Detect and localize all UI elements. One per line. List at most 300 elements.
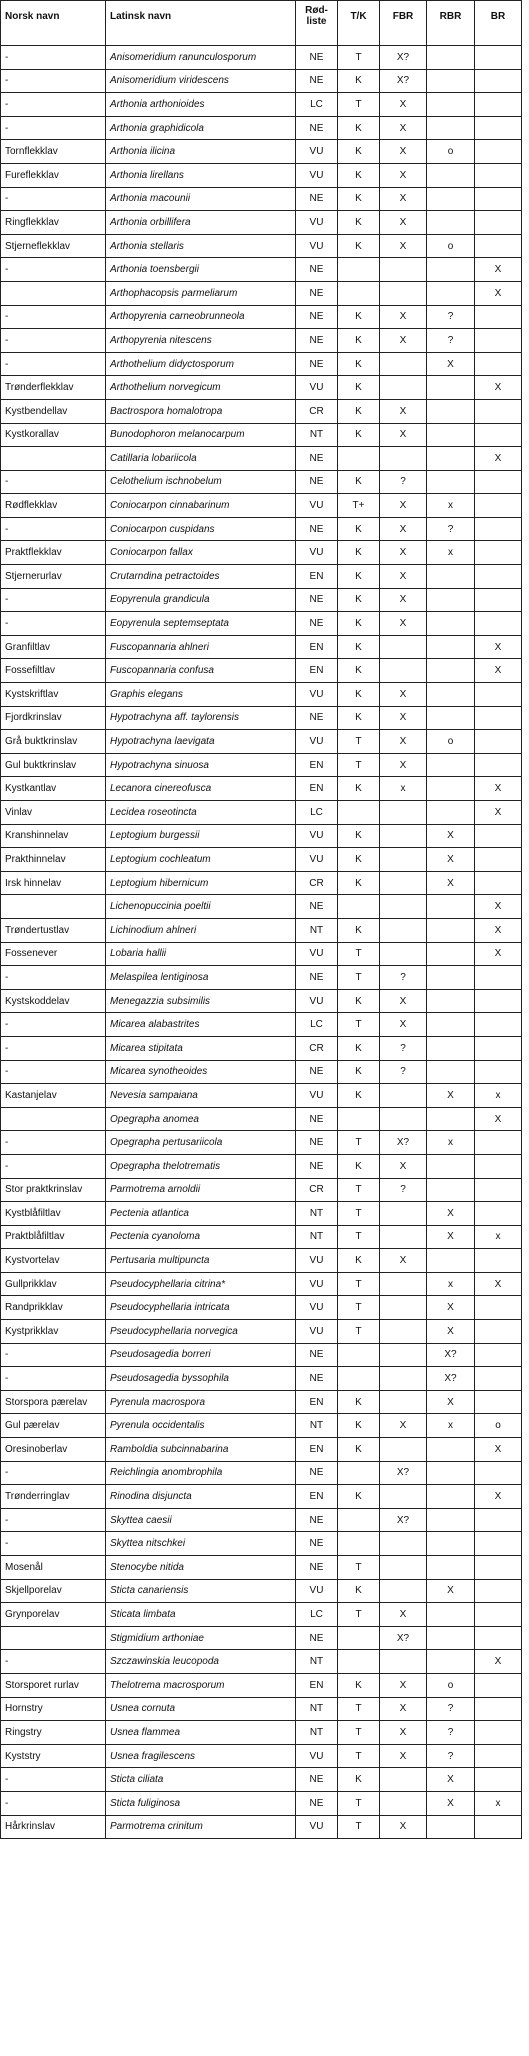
br-cell [475,565,522,589]
rodliste-cell: VU [296,1296,338,1320]
fbr-cell [380,942,427,966]
rodliste-cell: VU [296,1815,338,1839]
table-row [1,753,522,777]
latinsk-navn-cell: Pertusaria multipuncta [106,1249,296,1273]
latinsk-navn-cell: Lichenopuccinia poeltii [106,895,296,919]
rodliste-cell: VU [296,1272,338,1296]
br-cell [475,69,522,93]
tk-cell [338,1532,380,1556]
br-cell [475,1461,522,1485]
rbr-cell [427,281,475,305]
br-cell [475,730,522,754]
latinsk-navn-cell: Pectenia atlantica [106,1202,296,1226]
tk-cell: T [338,1272,380,1296]
table-row [1,683,522,707]
latinsk-navn-cell: Arthonia ilicina [106,140,296,164]
tk-cell [338,281,380,305]
latinsk-navn-cell: Crutarndina petractoides [106,565,296,589]
rbr-cell [427,1650,475,1674]
br-cell: X [475,376,522,400]
table-row [1,234,522,258]
fbr-cell [380,376,427,400]
fbr-cell: X [380,1154,427,1178]
rodliste-cell: NE [296,329,338,353]
rbr-cell: X [427,1202,475,1226]
norsk-navn-cell: - [1,69,106,93]
fbr-cell: X [380,565,427,589]
rodliste-cell: NE [296,1367,338,1391]
br-cell: X [475,942,522,966]
rodliste-cell: EN [296,635,338,659]
tk-cell [338,895,380,919]
norsk-navn-cell: Gullprikklav [1,1272,106,1296]
fbr-cell [380,1202,427,1226]
fbr-cell [380,1438,427,1462]
fbr-cell [380,1272,427,1296]
tk-cell: K [338,1673,380,1697]
tk-cell: T [338,1225,380,1249]
br-cell: X [475,777,522,801]
tk-cell: K [338,423,380,447]
table-row [1,1225,522,1249]
rodliste-cell: NE [296,1107,338,1131]
latinsk-navn-cell: Arthonia stellaris [106,234,296,258]
tk-cell: K [338,399,380,423]
br-cell [475,1556,522,1580]
rbr-cell [427,46,475,70]
norsk-navn-cell: Kystprikklav [1,1320,106,1344]
tk-cell: K [338,470,380,494]
latinsk-navn-cell: Arthonia arthonioides [106,93,296,117]
latinsk-navn-cell: Eopyrenula septemseptata [106,612,296,636]
tk-cell [338,801,380,825]
tk-cell: K [338,848,380,872]
table-row [1,1131,522,1155]
rbr-cell: o [427,140,475,164]
tk-cell: T [338,1202,380,1226]
latinsk-navn-cell: Pyrenula macrospora [106,1390,296,1414]
norsk-navn-cell: - [1,1768,106,1792]
fbr-cell: X [380,541,427,565]
table-row [1,258,522,282]
br-cell [475,1508,522,1532]
table-row [1,1107,522,1131]
rodliste-cell: VU [296,989,338,1013]
norsk-navn-cell: Kystskriftlav [1,683,106,707]
fbr-cell: X [380,683,427,707]
br-cell [475,423,522,447]
rodliste-cell: CR [296,1178,338,1202]
table-row [1,1508,522,1532]
rodliste-cell: VU [296,234,338,258]
br-cell: X [475,258,522,282]
table-row [1,871,522,895]
br-cell: x [475,1084,522,1108]
norsk-navn-cell: Stjerneflekklav [1,234,106,258]
fbr-cell: X [380,163,427,187]
rbr-cell [427,1107,475,1131]
rbr-cell [427,1815,475,1839]
tk-cell: K [338,1485,380,1509]
fbr-cell: X [380,588,427,612]
rbr-cell [427,588,475,612]
rodliste-cell: NT [296,1697,338,1721]
latinsk-navn-cell: Parmotrema crinitum [106,1815,296,1839]
fbr-cell [380,1390,427,1414]
table-row [1,1626,522,1650]
latinsk-navn-cell: Pseudocyphellaria norvegica [106,1320,296,1344]
latinsk-navn-cell: Stigmidium arthoniae [106,1626,296,1650]
table-row [1,824,522,848]
table-row [1,1367,522,1391]
norsk-navn-cell: - [1,305,106,329]
br-cell [475,1178,522,1202]
table-row [1,1815,522,1839]
tk-cell: T [338,1697,380,1721]
rbr-cell [427,1603,475,1627]
tk-cell: K [338,635,380,659]
br-cell [475,871,522,895]
rbr-cell [427,942,475,966]
rbr-cell [427,966,475,990]
tk-cell [338,1343,380,1367]
norsk-navn-cell: - [1,352,106,376]
norsk-navn-cell: - [1,258,106,282]
br-cell [475,706,522,730]
tk-cell: T [338,1556,380,1580]
table-row [1,565,522,589]
rodliste-cell: EN [296,1673,338,1697]
latinsk-navn-cell: Opegrapha pertusariicola [106,1131,296,1155]
br-cell [475,329,522,353]
norsk-navn-cell [1,895,106,919]
br-cell [475,163,522,187]
fbr-cell: X [380,211,427,235]
rbr-cell: ? [427,1721,475,1745]
rbr-cell [427,895,475,919]
fbr-cell: X [380,1721,427,1745]
latinsk-navn-cell: Lobaria hallii [106,942,296,966]
tk-cell: K [338,1579,380,1603]
header-tk: T/K [338,1,380,46]
table-row [1,1603,522,1627]
latinsk-navn-cell: Stenocybe nitida [106,1556,296,1580]
table-row [1,541,522,565]
norsk-navn-cell: Kystvortelav [1,1249,106,1273]
br-cell [475,1744,522,1768]
rbr-cell [427,565,475,589]
rbr-cell: o [427,730,475,754]
latinsk-navn-cell: Micarea alabastrites [106,1013,296,1037]
rodliste-cell: CR [296,399,338,423]
tk-cell: K [338,352,380,376]
norsk-navn-cell: Fossefiltlav [1,659,106,683]
fbr-cell: X [380,1249,427,1273]
latinsk-navn-cell: Arthothelium didyctosporum [106,352,296,376]
latinsk-navn-cell: Usnea cornuta [106,1697,296,1721]
br-cell [475,1579,522,1603]
header-norsk-navn: Norsk navn [1,1,106,46]
rodliste-cell: NE [296,1508,338,1532]
fbr-cell [380,1556,427,1580]
norsk-navn-cell: Fjordkrinslav [1,706,106,730]
latinsk-navn-cell: Rinodina disjuncta [106,1485,296,1509]
table-row [1,399,522,423]
rodliste-cell: NE [296,69,338,93]
tk-cell: K [338,1084,380,1108]
table-row [1,1390,522,1414]
rodliste-cell: NT [296,918,338,942]
norsk-navn-cell: Irsk hinnelav [1,871,106,895]
tk-cell [338,1367,380,1391]
rodliste-cell: NE [296,1461,338,1485]
rbr-cell [427,116,475,140]
norsk-navn-cell: Storsporet rurlav [1,1673,106,1697]
tk-cell: K [338,69,380,93]
tk-cell: K [338,824,380,848]
fbr-cell [380,871,427,895]
tk-cell: K [338,588,380,612]
fbr-cell: ? [380,470,427,494]
norsk-navn-cell: Kystbendellav [1,399,106,423]
rbr-cell [427,659,475,683]
rbr-cell: x [427,494,475,518]
rbr-cell: X [427,1390,475,1414]
table-row [1,1343,522,1367]
br-cell [475,116,522,140]
rbr-cell [427,777,475,801]
fbr-cell: ? [380,1178,427,1202]
latinsk-navn-cell: Lecanora cinereofusca [106,777,296,801]
table-row [1,1414,522,1438]
latinsk-navn-cell: Pseudosagedia borreri [106,1343,296,1367]
rodliste-cell: NT [296,1650,338,1674]
br-cell: X [475,1485,522,1509]
norsk-navn-cell: Trønderringlav [1,1485,106,1509]
tk-cell: K [338,234,380,258]
latinsk-navn-cell: Fuscopannaria ahlneri [106,635,296,659]
fbr-cell: X [380,517,427,541]
table-row [1,1768,522,1792]
br-cell [475,1249,522,1273]
table-row [1,376,522,400]
norsk-navn-cell: Gul pærelav [1,1414,106,1438]
norsk-navn-cell: Gul buktkrinslav [1,753,106,777]
rbr-cell: X [427,824,475,848]
rbr-cell [427,612,475,636]
norsk-navn-cell: - [1,187,106,211]
rbr-cell [427,1249,475,1273]
rbr-cell [427,163,475,187]
rodliste-cell: NE [296,258,338,282]
norsk-navn-cell [1,447,106,471]
table-row [1,163,522,187]
latinsk-navn-cell: Arthothelium norvegicum [106,376,296,400]
tk-cell [338,1650,380,1674]
rodliste-cell: VU [296,1249,338,1273]
tk-cell: K [338,659,380,683]
norsk-navn-cell: Trønderflekklav [1,376,106,400]
fbr-cell [380,1650,427,1674]
norsk-navn-cell: - [1,329,106,353]
rbr-cell [427,1485,475,1509]
br-cell [475,1343,522,1367]
header-br: BR [475,1,522,46]
rbr-cell: X [427,1225,475,1249]
fbr-cell [380,1084,427,1108]
table-row [1,93,522,117]
fbr-cell: X [380,1603,427,1627]
rodliste-cell: NE [296,46,338,70]
fbr-cell: X [380,1673,427,1697]
rbr-cell: X [427,1084,475,1108]
br-cell: x [475,1225,522,1249]
rodliste-cell: NE [296,1532,338,1556]
br-cell [475,1532,522,1556]
norsk-navn-cell [1,281,106,305]
latinsk-navn-cell: Skyttea caesii [106,1508,296,1532]
tk-cell: K [338,187,380,211]
norsk-navn-cell: Tornflekklav [1,140,106,164]
rbr-cell: x [427,1131,475,1155]
latinsk-navn-cell: Arthonia macounii [106,187,296,211]
rbr-cell [427,69,475,93]
rbr-cell [427,423,475,447]
br-cell: X [475,1272,522,1296]
tk-cell [338,1461,380,1485]
fbr-cell [380,824,427,848]
norsk-navn-cell: Fureflekklav [1,163,106,187]
rodliste-cell: NE [296,1626,338,1650]
latinsk-navn-cell: Nevesia sampaiana [106,1084,296,1108]
br-cell [475,305,522,329]
rbr-cell [427,187,475,211]
latinsk-navn-cell: Arthopyrenia carneobrunneola [106,305,296,329]
rbr-cell [427,1508,475,1532]
rbr-cell: X [427,352,475,376]
table-row [1,1178,522,1202]
br-cell: X [475,895,522,919]
br-cell [475,1721,522,1745]
rbr-cell: X? [427,1343,475,1367]
table-row [1,1721,522,1745]
latinsk-navn-cell: Anisomeridium ranunculosporum [106,46,296,70]
br-cell [475,140,522,164]
norsk-navn-cell: Kystkantlav [1,777,106,801]
fbr-cell: X [380,187,427,211]
tk-cell: K [338,541,380,565]
tk-cell: T [338,1603,380,1627]
rodliste-cell: VU [296,541,338,565]
tk-cell: T [338,753,380,777]
latinsk-navn-cell: Arthonia graphidicola [106,116,296,140]
norsk-navn-cell: Vinlav [1,801,106,825]
br-cell: X [475,635,522,659]
rodliste-cell: NT [296,1225,338,1249]
norsk-navn-cell: Kystskoddelav [1,989,106,1013]
latinsk-navn-cell: Menegazzia subsimilis [106,989,296,1013]
latinsk-navn-cell: Sticta ciliata [106,1768,296,1792]
latinsk-navn-cell: Thelotrema macrosporum [106,1673,296,1697]
fbr-cell [380,281,427,305]
fbr-cell [380,1107,427,1131]
fbr-cell [380,1579,427,1603]
rodliste-cell: NE [296,447,338,471]
rodliste-cell: NE [296,1768,338,1792]
norsk-navn-cell: Rødflekklav [1,494,106,518]
header-rbr: RBR [427,1,475,46]
latinsk-navn-cell: Arthophacopsis parmeliarum [106,281,296,305]
fbr-cell [380,918,427,942]
table-row [1,966,522,990]
br-cell [475,1367,522,1391]
rodliste-cell: EN [296,777,338,801]
table-row [1,517,522,541]
tk-cell [338,1107,380,1131]
tk-cell: T [338,730,380,754]
tk-cell: T [338,942,380,966]
table-row [1,46,522,70]
rodliste-cell: EN [296,1485,338,1509]
fbr-cell [380,447,427,471]
table-row [1,848,522,872]
norsk-navn-cell: Stjernerurlav [1,565,106,589]
norsk-navn-cell: Hårkrinslav [1,1815,106,1839]
br-cell: X [475,1650,522,1674]
latinsk-navn-cell: Szczawinskia leucopoda [106,1650,296,1674]
rodliste-cell: VU [296,163,338,187]
fbr-cell: X [380,730,427,754]
rbr-cell: x [427,1414,475,1438]
br-cell [475,352,522,376]
norsk-navn-cell: - [1,1036,106,1060]
latinsk-navn-cell: Catillaria lobariicola [106,447,296,471]
rodliste-cell: NE [296,305,338,329]
rodliste-cell: CR [296,1036,338,1060]
fbr-cell: X [380,234,427,258]
rbr-cell [427,1013,475,1037]
table-row [1,281,522,305]
tk-cell: K [338,989,380,1013]
rbr-cell [427,470,475,494]
fbr-cell: X [380,1414,427,1438]
table-row [1,69,522,93]
rbr-cell [427,753,475,777]
br-cell [475,683,522,707]
norsk-navn-cell: - [1,1060,106,1084]
rodliste-cell: NE [296,187,338,211]
fbr-cell: X [380,329,427,353]
rodliste-cell: NE [296,1131,338,1155]
rodliste-cell: VU [296,1320,338,1344]
norsk-navn-cell: Randprikklav [1,1296,106,1320]
fbr-cell [380,895,427,919]
latinsk-navn-cell: Graphis elegans [106,683,296,707]
header-fbr: FBR [380,1,427,46]
fbr-cell [380,1225,427,1249]
table-row [1,1650,522,1674]
table-row [1,895,522,919]
rodliste-cell: VU [296,683,338,707]
latinsk-navn-cell: Eopyrenula grandicula [106,588,296,612]
rodliste-cell: VU [296,1084,338,1108]
table-row [1,1202,522,1226]
table-row [1,588,522,612]
tk-cell: K [338,376,380,400]
tk-cell: T [338,1744,380,1768]
rbr-cell: ? [427,1697,475,1721]
rbr-cell [427,399,475,423]
